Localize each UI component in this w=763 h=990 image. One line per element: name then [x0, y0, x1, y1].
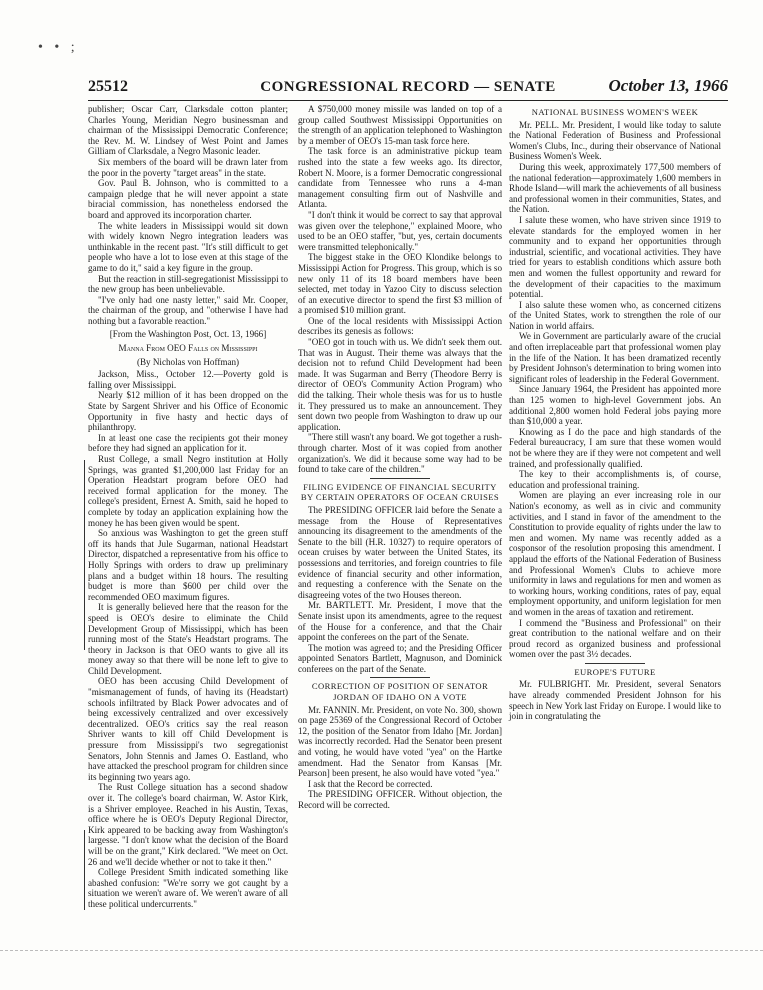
paragraph: Mr. FULBRIGHT. Mr. President, several Senators have already commended President Johnson for his speech in New York last Friday on Europe. I would like to join in congratulating the — [509, 679, 721, 722]
margin-bracket — [84, 460, 85, 650]
paragraph: "There still wasn't any board. We got together a rush-through charter. Most of it was copied from another organization's. We did it because some way had to be found to take care of the children." — [298, 432, 502, 475]
paragraph: Gov. Paul B. Johnson, who is committed to a campaign pledge that he will never appoint a state biracial commission, has nonetheless endorsed the board and approved its incorporation charter. — [88, 178, 288, 220]
section-divider — [585, 663, 645, 664]
paragraph: College President Smith indicated something like abashed confusion: "We're sorry we got caught by a situation we weren't aware of. We weren't aware of all these political undercurrents." — [88, 867, 288, 909]
section-heading: EUROPE'S FUTURE — [574, 666, 656, 677]
paragraph: Mr. BARTLETT. Mr. President, I move that the Senate insist upon its amendments, agree to the request of the House for a conference, and that the Chair appoint the conferees on the part of the Senate. — [298, 600, 502, 643]
paragraph: I ask that the Record be corrected. — [308, 778, 433, 789]
section-divider — [370, 677, 430, 678]
column-3 — [509, 104, 721, 722]
paragraph: I salute these women, who have striven since 1919 to elevate standards for the employed women in her community and to expand her opportunities through industrial, scientific, and vocational activities. They have tried for years to establish conditions which assure both men and women the fullest opportunity and reward for the development of their capacities to the maximum potential. — [509, 214, 721, 300]
paragraph: The PRESIDING OFFICER laid before the Senate a message from the House of Representatives announcing its disagreement to the amendments of the Senate to the bill (H.R. 10327) to require operators of ocean cruises by water between the United States, its possessions and territories, and foreign countries to file evidence of financial security and other information, and requesting a conference with the Senate on the disagreeing votes of the two Houses thereon. — [298, 504, 502, 600]
paragraph: During this week, approximately 177,500 members of the national federation—approximately 1,600 members in Rhode Island—will mark the achievements of all business and professional women in their communities, States, and the Nation. — [509, 161, 721, 215]
paragraph: publisher; Oscar Carr, Clarksdale cotton planter; Charles Young, Meridian Negro businessman and chairman of the Mississippi Democratic Conference; the Rev. M. W. Lindsey of West Point and James Gilliam of Clarksdale, a Negro Masonic leader. — [88, 104, 288, 157]
paragraph: OEO has been accusing Child Development of "mismanagement of funds, of having its (Headstart) schools infiltrated by Black Power advocates and of being excessively centralized and over excessively decentralized. OEO's critics say the real reason Shriver wants to kill off Child Development is pressure from Mississippi's two segregationist Senators, John Stennis and James O. Eastland, who have attacked the preschool program for children since its beginning two years ago. — [88, 676, 288, 782]
paragraph: A $750,000 money missile was landed on top of a group called Southwest Mississippi Opportunities on the strength of an application telephoned to Washington by a member of OEO's 15-man task force here. — [298, 104, 502, 146]
paragraph: The motion was agreed to; and the Presiding Officer appointed Senators Bartlett, Magnuson, and Dominick conferees on the part of the Senate. — [298, 642, 502, 674]
paragraph: Since January 1964, the President has appointed more than 125 women to high-level Government jobs. An additional 2,800 women hold Federal jobs paying more than $10,000 a year. — [509, 384, 721, 427]
paragraph: One of the local residents with Mississippi Action describes its genesis as follows: — [298, 315, 502, 337]
running-title: CONGRESSIONAL RECORD — SENATE — [260, 79, 556, 95]
margin-bracket — [84, 830, 85, 910]
paragraph: It is generally believed here that the reason for the speed is OEO's desire to eliminate the Child Development Group of Mississippi, which has been running most of the State's Headstart programs. The theory in Jackson is that OEO wants to give all its money away so that there will be none left to give to Child Development. — [88, 602, 288, 676]
article-byline: (By Nicholas von Hoffman) — [136, 356, 240, 367]
section-heading: NATIONAL BUSINESS WOMEN'S WEEK — [531, 107, 699, 117]
hole-punch-marks: • • ; — [38, 40, 79, 55]
paragraph: "OEO got in touch with us. We didn't seek them out. That was in August. Their theme was always that the decision not to refund Child Development had been made. It was Sugarman and Berry (Theodore Berry is director of OEO's Community Action Program) who did the talking. Their whole thesis was for us to hustle it. They pressured us to make an announcement. They sent down two people from Washington to draw up our application. — [298, 337, 502, 432]
section-divider — [370, 478, 430, 479]
paragraph: Six members of the board will be drawn later from the poor in the poverty "target areas" in the state. — [88, 156, 288, 178]
paragraph: Mr. FANNIN. Mr. President, on vote No. 300, shown on page 25369 of the Congressional Record of October 12, the position of the Senator from Idaho [Mr. Jordan] was incorrectly recorded. Had the Senator been present and voting, he would have voted "yea" on the Hartke amendment. Had the Senator from Kansas [Mr. Pearson] been present, he also would have voted "yea." — [298, 704, 502, 779]
section-heading: CORRECTION OF POSITION OF SENATOR JORDAN OF IDAHO ON A VOTE — [311, 681, 489, 703]
paragraph: Mr. PELL. Mr. President, I would like today to salute the National Federation of Business and Professional Women's Clubs, Inc., during their observance of National Business Women's Week. — [509, 119, 721, 162]
paragraph: Knowing as I do the pace and high standards of the Federal bureaucracy, I am sure that these women would not be where they are if they were not competent and well trained, and professionally qualified. — [509, 426, 721, 469]
paragraph: The white leaders in Mississippi would sit down with widely known Negro integration leaders was unthinkable in the recent past. "It's still difficult to get people who have a lot to lose even at this stage of the game to do it," said a key figure in the group. — [88, 220, 288, 273]
article-source: [From the Washington Post, Oct. 13, 1966] — [109, 329, 267, 340]
header-date: October 13, 1966 — [608, 76, 728, 95]
paragraph: I also salute these women who, as concerned citizens of the United States, work to strengthen the role of our Nation in world affairs. — [509, 299, 721, 331]
column-2 — [298, 104, 502, 811]
paragraph: The task force is an administrative pickup team rushed into the state a few weeks ago. Its director, Robert N. Moore, is a former Democratic congressional candidate from Tennessee who runs a 4-man management consulting firm out of Nashville and Atlanta. — [298, 146, 502, 210]
paragraph: Women are playing an ever increasing role in our Nation's economy, as well as in civic and community activities, and I stand in favor of the amendment to the Constitution to provide equality of rights under the law to men and women. My name was recently added as a cosponsor of the resolution proposing this amendment. I applaud the efforts of the National Federation of Business and Professional Women's Clubs to achieve more uniformity in laws and regulations for men and women as to working hours, working conditions, rates of pay, equal employment opportunity, and uniform legislation for men and women in the areas of taxation and retirement. — [509, 490, 721, 617]
paragraph: Rust College, a small Negro institution at Holly Springs, was granted $1,200,000 last Friday for an Operation Headstart program before OEO had received formal application for the money. The college's president, Ernest A. Smith, said he hoped to complete by today an application explaining how the money he has been given would be spent. — [88, 454, 288, 528]
paragraph: I commend the "Business and Professional" on their great contribution to the national welfare and on their proud record as organized business and professional women over the past 3½ decades. — [509, 617, 721, 660]
section-heading: FILING EVIDENCE OF FINANCIAL SECURITY BY CERTAIN OPERATORS OF OCEAN CRUISES — [300, 481, 500, 503]
paragraph: Jackson, Miss., October 12.—Poverty gold is falling over Mississippi. — [88, 369, 288, 390]
paragraph: "I've only had one nasty letter," said Mr. Cooper, the chairman of the group, and "otherwise I have had nothing but a favorable reaction." — [88, 294, 288, 326]
paragraph: "I don't think it would be correct to say that approval was given over the telephone," explained Moore, who used to be an OEO staffer, "but, yes, certain documents were transmitted telephonically." — [298, 209, 502, 252]
article-headline: Manna From OEO Falls on Mississippi — [118, 343, 258, 354]
paragraph: Nearly $12 million of it has been dropped on the State by Sargent Shriver and his Office of Economic Opportunity in five hasty and hectic days of philanthropy. — [88, 390, 288, 433]
page-header — [88, 78, 728, 101]
paragraph: The PRESIDING OFFICER. Without objection, the Record will be corrected. — [298, 789, 502, 810]
paragraph: But the reaction in still-segregationist Mississippi to the new group has been unbelievable. — [88, 273, 288, 295]
scan-edge-line — [0, 950, 763, 952]
paragraph: The biggest stake in the OEO Klondike belongs to Mississippi Action for Progress. This group, which is so new only 11 of its 18 board members have been selected, met today in Yazoo City to discuss selection of an executive director to spend the first $3 million of a promised $10 million grant. — [298, 252, 502, 316]
paragraph: The key to their accomplishments is, of course, education and professional training. — [509, 469, 721, 490]
paragraph: In at least one case the recipients got their money before they had signed an application for it. — [88, 432, 288, 454]
column-1 — [88, 104, 288, 910]
paragraph: We in Government are particularly aware of the crucial and often irreplaceable part that professional women play in the life of the Nation. It has been dramatized recently by President Johnson's determination to bring women into significant roles of leadership in the Federal Government. — [509, 331, 721, 384]
paragraph: The Rust College situation has a second shadow over it. The college's board chairman, W. Astor Kirk, is a Shriver employee. Reached in his Austin, Texas, office where he is OEO's Deputy Regional Director, Kirk appeared to be backing away from Washington's largesse. "I don't know what the decision of the Board will be on the grant," Kirk declared. "We meet on Oct. 26 and we'll decide whether or not to take it then." — [88, 782, 288, 867]
paragraph: So anxious was Washington to get the green stuff off its hands that Jule Sugarman, national Headstart Director, dispatched a representative from his office to Holly Springs with orders to draw up preliminary plans and a budget within 18 hours. The resulting budget is more than $600 per child over the recommended OEO maximum figures. — [88, 528, 288, 602]
page-number: 25512 — [88, 78, 128, 95]
